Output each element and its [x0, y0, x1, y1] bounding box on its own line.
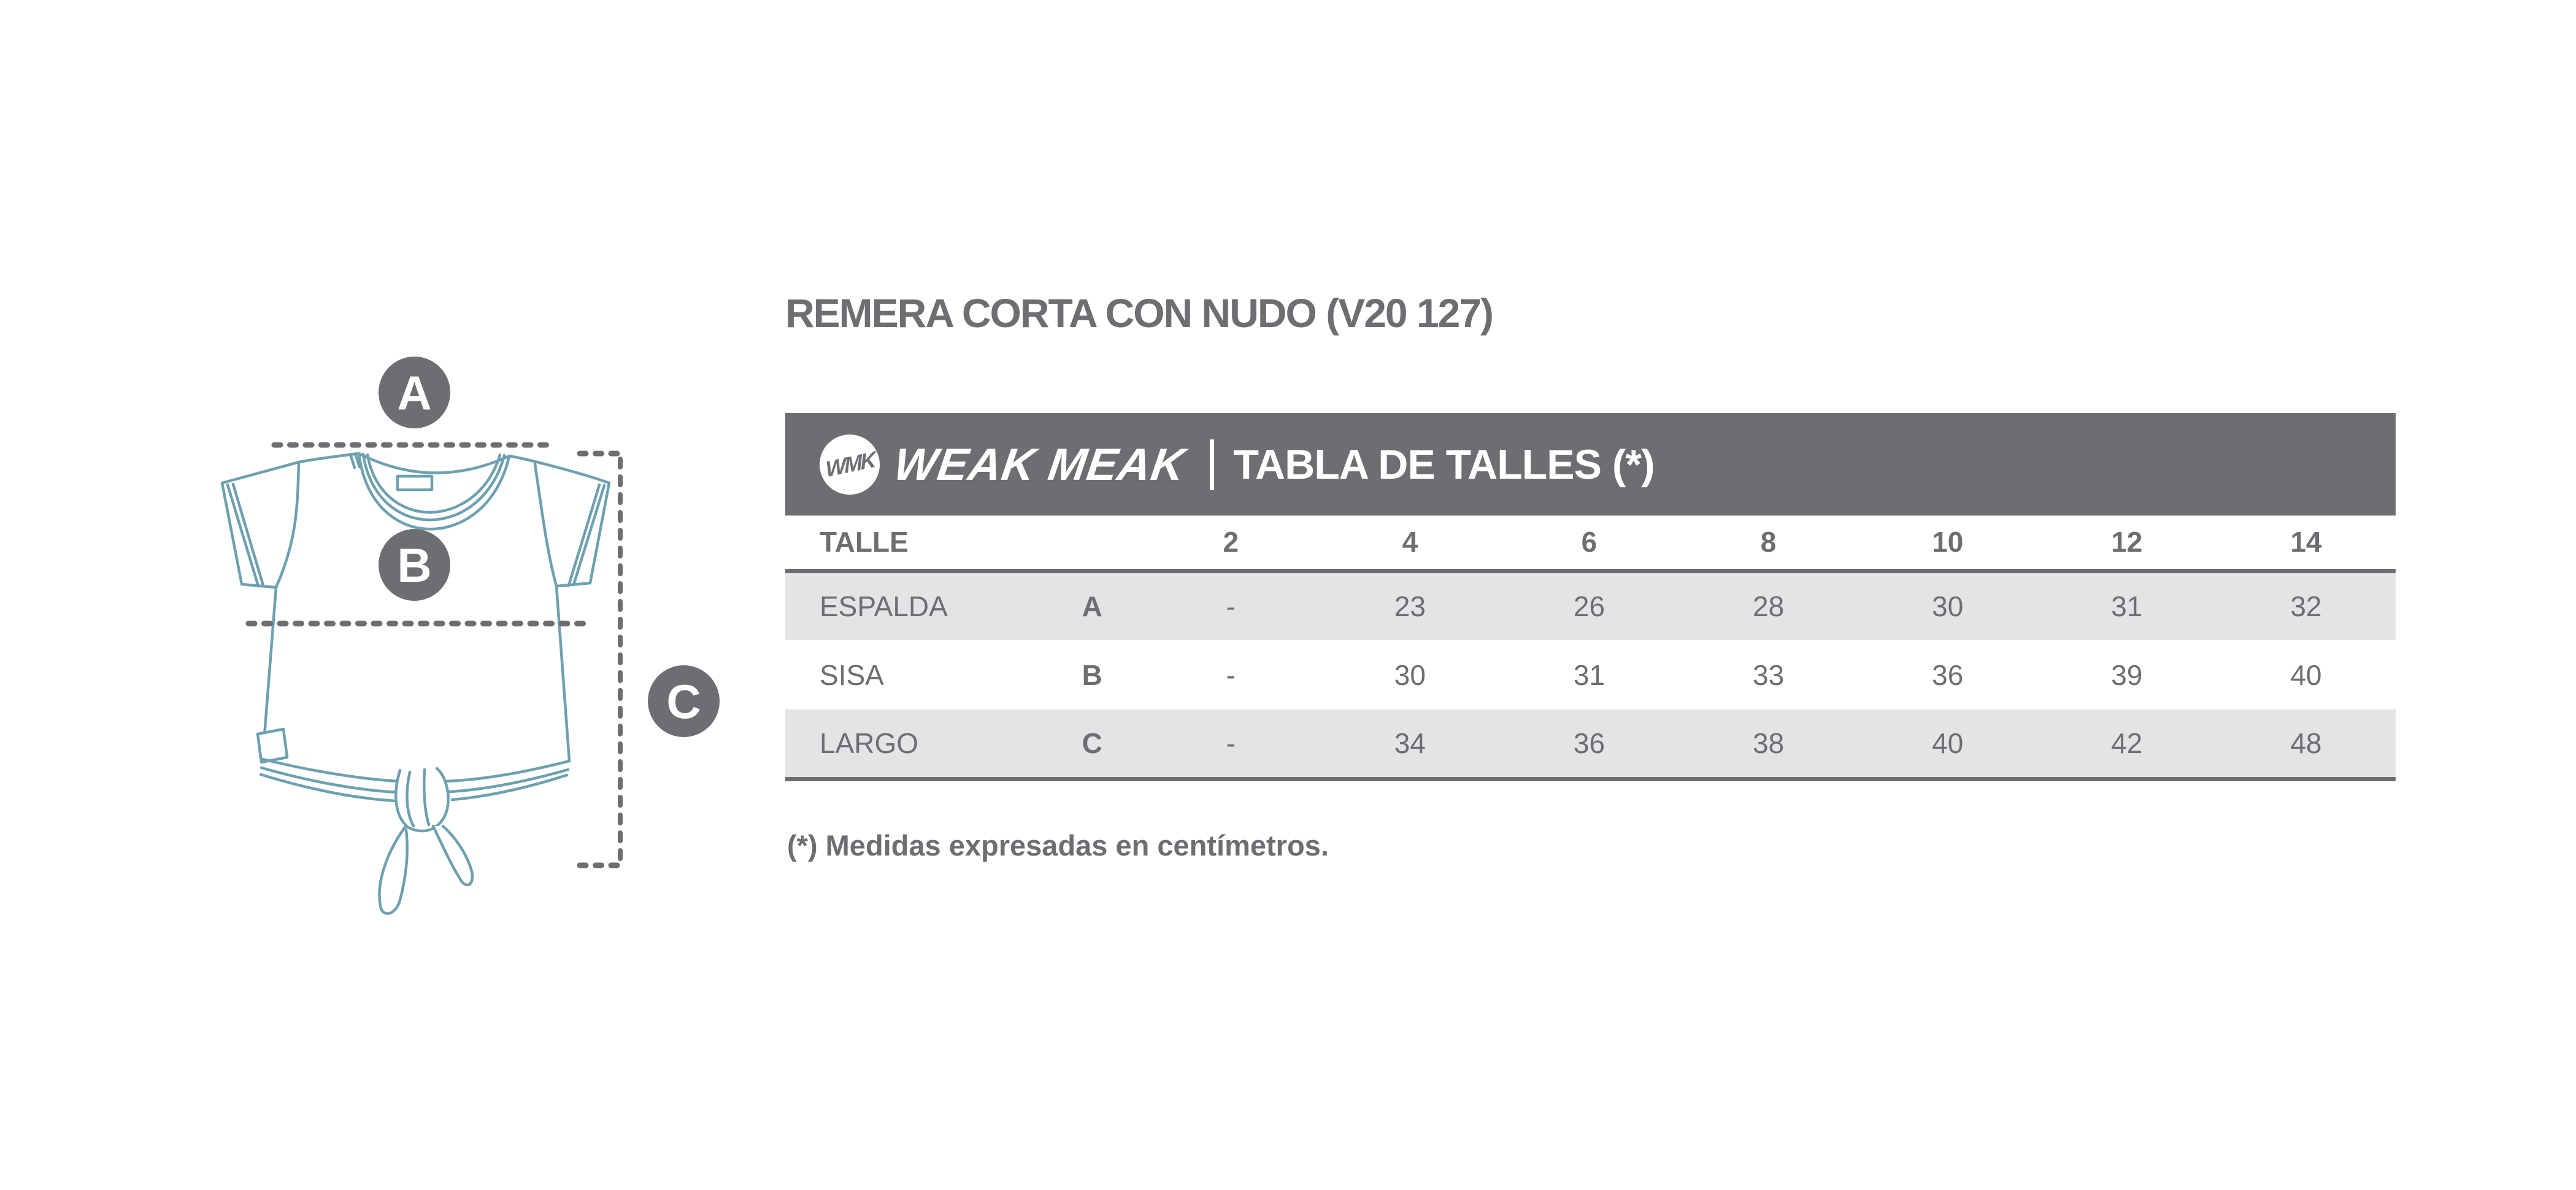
size-chart-title: TABLA DE TALLES (*): [1233, 441, 1655, 488]
brand-name: WEAK MEAK: [891, 439, 1189, 490]
measure-value: 34: [1394, 727, 1426, 759]
measure-badge-b: B: [379, 529, 450, 601]
measure-value: 30: [1932, 590, 1964, 623]
measure-badge-a: A: [379, 357, 450, 428]
measure-badge-c: C: [648, 665, 720, 737]
units-footnote: (*) Medidas expresadas en centímetros.: [787, 829, 1329, 862]
measure-value: 28: [1753, 590, 1785, 623]
measure-value: 23: [1394, 590, 1426, 623]
measure-value: 33: [1753, 659, 1785, 691]
product-title: REMERA CORTA CON NUDO (V20 127): [785, 290, 1493, 336]
row-label: SISA: [820, 659, 884, 691]
measure-value: 31: [1573, 659, 1605, 691]
measure-value: 36: [1573, 727, 1605, 759]
column-header-10: 10: [1858, 516, 2037, 571]
tshirt-line-art: [222, 454, 609, 914]
measure-value: 30: [1394, 659, 1426, 691]
measure-value: 40: [2290, 659, 2322, 691]
column-header-8: 8: [1679, 516, 1858, 571]
measure-value: 26: [1573, 590, 1605, 623]
measure-value: 36: [1932, 659, 1964, 691]
measure-value: 42: [2111, 727, 2143, 759]
measure-value: 40: [1932, 727, 1964, 759]
size-chart-table: [785, 516, 2396, 781]
measure-row-a: [785, 571, 2396, 640]
row-label: LARGO: [820, 727, 919, 759]
measure-value: 39: [2111, 659, 2143, 691]
column-header-4: 4: [1320, 516, 1499, 571]
measurement-guides: [248, 445, 624, 865]
measure-value: 32: [2290, 590, 2322, 623]
size-chart-header-row: [785, 516, 2396, 571]
size-chart-header-bar: [785, 413, 2396, 516]
measure-value: 48: [2290, 727, 2322, 759]
column-header-2: 2: [1141, 516, 1320, 571]
measure-value: -: [1226, 590, 1236, 623]
column-header-12: 12: [2037, 516, 2217, 571]
measure-value: -: [1226, 659, 1236, 691]
measure-row-c: [785, 709, 2396, 779]
measure-value: 31: [2111, 590, 2143, 623]
column-header-14: 14: [2217, 516, 2396, 571]
column-header-letter: [1043, 516, 1141, 571]
measure-value: -: [1226, 727, 1236, 759]
brand-logo-icon: [820, 435, 880, 495]
bar-divider: [1210, 439, 1214, 490]
row-letter: B: [1082, 659, 1102, 691]
measure-value: 38: [1753, 727, 1785, 759]
column-header-6: 6: [1499, 516, 1678, 571]
row-label: ESPALDA: [820, 590, 948, 623]
row-letter: A: [1082, 590, 1102, 623]
column-header-talle: TALLE: [785, 516, 1043, 571]
brand-monogram: WMK: [824, 446, 875, 482]
measure-row-b: [785, 640, 2396, 709]
size-chart-body: [785, 571, 2396, 779]
row-letter: C: [1082, 727, 1102, 759]
